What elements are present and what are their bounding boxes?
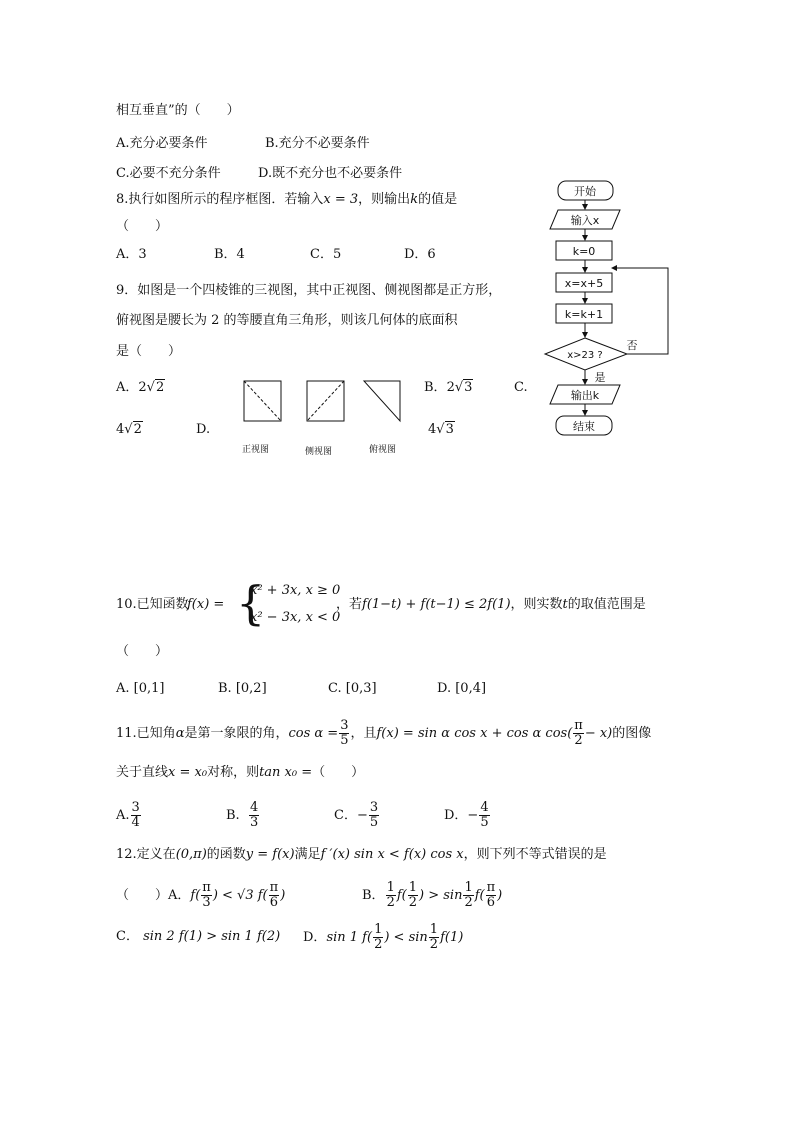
q11-line2: 关于直线x = x₀对称，则tan x₀ =（ ） xyxy=(116,765,365,780)
q11-option-a: A. $\frac{3}{4}$ xyxy=(116,800,140,830)
q7-option-a: A.充分必要条件 xyxy=(116,136,208,151)
q10-option-c: C. [0,3] xyxy=(328,681,377,696)
flow-yes-label: 是 xyxy=(594,371,606,384)
top-view-label: 俯视图 xyxy=(369,445,397,455)
q11-option-c: C．− $\frac{3}{5}$ xyxy=(334,800,379,830)
q7-option-d: D.既不充分也不必要条件 xyxy=(258,166,403,181)
q10-case2: x² − 3x, x < 0 xyxy=(250,610,341,625)
q10-option-b: B. [0,2] xyxy=(218,681,267,696)
flow-condition-label: x>23 ? xyxy=(567,350,603,361)
q8-option-c: C．5 xyxy=(310,247,342,262)
q9-option-a: A．2√2 xyxy=(116,380,165,395)
front-view-label: 正视图 xyxy=(242,445,270,455)
flow-no-label: 否 xyxy=(626,339,638,352)
q12-option-d: D．sin 1 f( $\frac{1}{2}$ ) < sin $\frac{1}{2}$ f(1) xyxy=(303,922,464,952)
flow-start-label: 开始 xyxy=(574,185,596,198)
q10-brace: { xyxy=(236,576,266,630)
q8-paren: （ ） xyxy=(116,219,169,234)
q9-option-c-label: C. xyxy=(514,380,528,395)
q10-stem-a: 10.已知函数 xyxy=(116,597,189,612)
q9-line3: 是（ ） xyxy=(116,344,182,359)
three-views-figure xyxy=(235,372,415,462)
flow-step1-label: x=x+5 xyxy=(564,277,604,290)
flow-input-label: 输入x xyxy=(570,214,600,227)
q8-option-b: B．4 xyxy=(214,247,245,262)
q10-stem-b: ，若f(1−t) + f(t−1) ≤ 2f(1)，则实数t的取值范围是 xyxy=(336,597,646,612)
flowchart xyxy=(540,175,680,440)
q10-option-a: A. [0,1] xyxy=(116,681,165,696)
q12-option-a: （ ）A．f( $\frac{\pi}{3}$ ) < √3 f( $\frac{\pi}{6}$ ) xyxy=(116,880,286,910)
q7-option-b: B.充分不必要条件 xyxy=(265,136,370,151)
flow-output-label: 输出k xyxy=(570,389,600,402)
q9-option-d-label: D. xyxy=(196,422,211,437)
q9-option-c-value: 4√2 xyxy=(116,422,142,437)
q12-option-b: B． $\frac{1}{2}$ f( $\frac{1}{2}$ ) > sin $\frac{1}{2}$ f( $\frac{\pi}{6}$ ) xyxy=(362,880,503,910)
q10-option-d: D. [0,4] xyxy=(437,681,487,696)
q8-stem: 8.执行如图所示的程序框图．若输入x = 3，则输出k的值是 xyxy=(116,192,458,207)
q9-line1: 9．如图是一个四棱锥的三视图，其中正视图、侧视图都是正方形， xyxy=(116,283,502,298)
q8-option-d: D．6 xyxy=(404,247,436,262)
q10-paren: （ ） xyxy=(116,644,169,659)
q11-option-b: B. $\frac{4}{3}$ xyxy=(226,800,259,830)
q11-stem: 11.已知角α是第一象限的角，cos α = $\frac{3}{5}$ ，且f(x) = sin α cos x + cos α cos( $\frac{\pi}{2}$ − x)的图像 xyxy=(116,718,652,748)
q8-option-a: A．3 xyxy=(116,247,147,262)
q10-fx: f(x) = xyxy=(187,597,225,612)
q7-tail: 相互垂直”的（ ） xyxy=(116,103,240,118)
q9-option-b: B．2√3 xyxy=(424,380,473,395)
q9-line2: 俯视图是腰长为 2 的等腰直角三角形，则该几何体的底面积 xyxy=(116,313,458,328)
q12-stem: 12.定义在(0,π)的函数y = f(x)满足f ′(x) sin x < f(x) cos x，则下列不等式错误的是 xyxy=(116,847,607,862)
q12-option-c: C． sin 2 f(1) > sin 1 f(2) xyxy=(116,929,281,944)
q11-option-d: D．− $\frac{4}{5}$ xyxy=(444,800,489,830)
q9-option-d-value: 4√3 xyxy=(428,422,454,437)
q10-case1: x² + 3x, x ≥ 0 xyxy=(250,583,341,598)
flow-end-label: 结束 xyxy=(573,420,595,433)
q7-option-c: C.必要不充分条件 xyxy=(116,166,221,181)
top-view xyxy=(364,381,400,421)
flow-step2-label: k=k+1 xyxy=(564,308,604,321)
side-view-label: 侧视图 xyxy=(305,447,333,457)
flow-init-label: k=0 xyxy=(572,245,596,258)
